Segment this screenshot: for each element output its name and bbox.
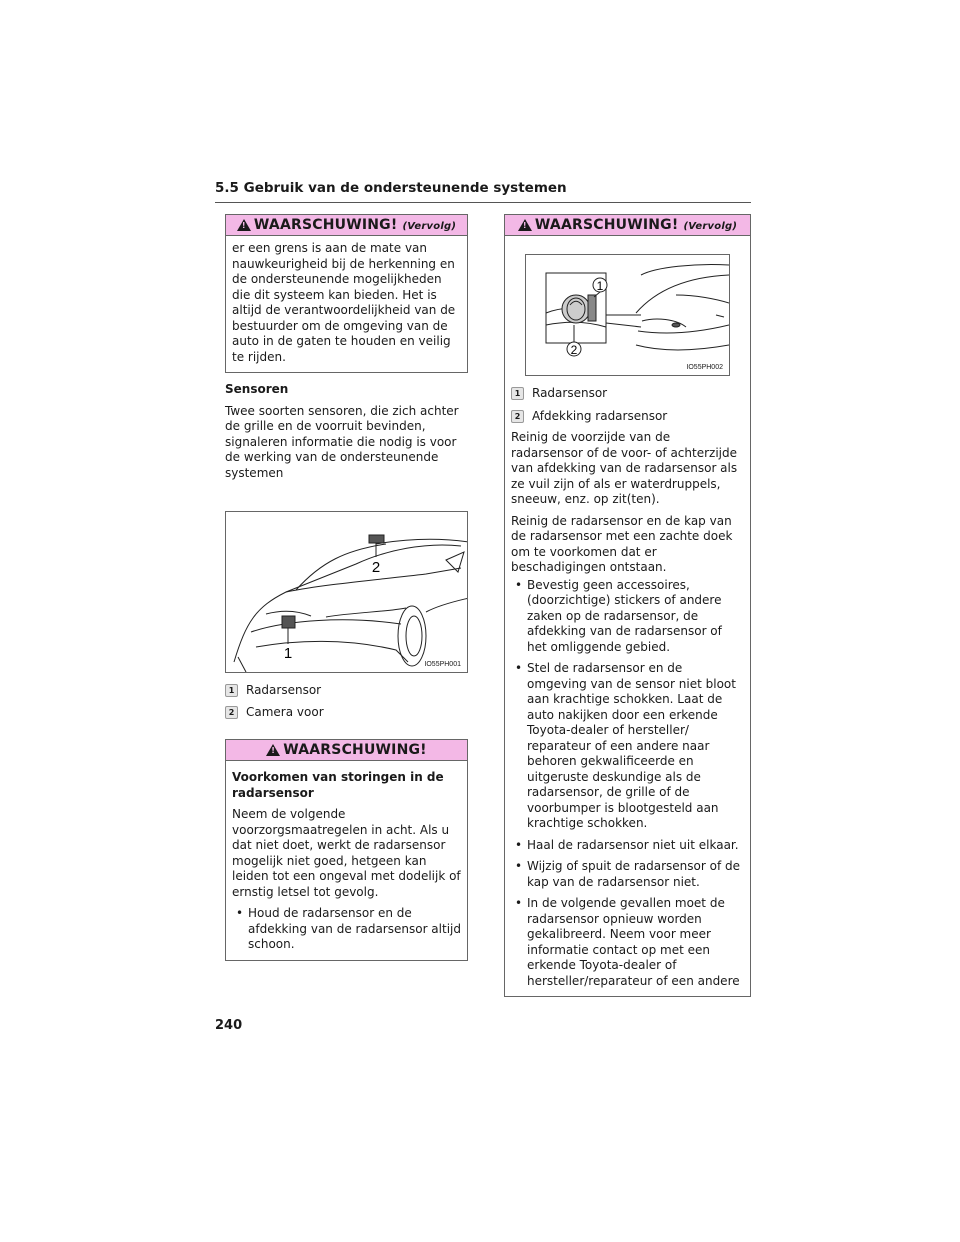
number-badge: 2 [225,706,238,719]
callout-1: 1 [283,645,293,662]
warning-triangle-icon [266,744,280,756]
right-column [504,214,751,997]
warning-box-continued [504,214,751,997]
sensors-text: Twee soorten sensoren, die zich achter de grille en de voorruit bevinden, signaleren informatie die nodig is voor de werking van de ondersteunende systemen [225,403,459,480]
bullet-item: • Wijzig of spuit de radarsensor of de kap van de radarsensor niet. [511,859,744,890]
legend-item [225,705,468,719]
number-badge: 1 [511,387,524,400]
number-badge: 1 [225,684,238,697]
warning-triangle-icon [237,219,251,231]
number-badge: 2 [511,410,524,423]
callout-2: 2 [371,559,381,576]
bullet-item: • Haal de radarsensor niet uit elkaar. [511,838,744,854]
warning-title: WAARSCHUWING! [253,217,398,233]
figure-code: IO55PH002 [686,364,723,371]
warning-subtitle: (Vervolg) [402,221,457,232]
bullet-item: • Bevestig geen accessoires, (doorzichtige) stickers of andere zaken op de radarsensor, de afdekking van de radarsensor of het omliggende gebied. [511,578,744,656]
warning-triangle-icon [518,219,532,231]
page-number: 240 [215,1018,243,1033]
warning-box [225,739,468,961]
figure-radar-sensor [525,254,730,376]
sensors-heading: Sensoren [225,382,289,396]
warning-header [226,740,467,761]
warning-text: er een grens is aan de mate van nauwkeurigheid bij de herkenning en de ondersteunende mogelijkheden die dit systeem kan bieden. Het is altijd de verantwoordelijkheid van de bestuurder om de omgeving van de auto in de gaten te houden en veilig te rijden. [232,241,456,364]
paragraph-cloth: Reinig de radarsensor en de kap van de radarsensor met een zachte doek om te voorkomen dat er beschadigingen ontstaan. [511,513,733,574]
warning-subtitle: (Vervolg) [683,221,738,232]
bullet-item: • In de volgende gevallen moet de radarsensor opnieuw worden gekalibreerd. Neem voor meer informatie contact op met een erkende Toyota-dealer of hersteller/reparateur of een andere [511,896,744,989]
legend-item [511,386,744,402]
callout-2: 2 [570,343,578,357]
section-title: 5.5 Gebruik van de ondersteunende systemen [215,180,567,196]
warning-title: WAARSCHUWING! [534,217,679,233]
section-header [215,180,751,203]
figure-car-sensors [225,511,468,673]
car-front-illustration [226,512,468,672]
warning-subheading: Voorkomen van storingen in de radarsensor [232,770,444,800]
radar-sensor-illustration [526,255,729,375]
bullet-item: • Stel de radarsensor en de omgeving van de sensor niet bloot aan krachtige schokken. Laat de auto nakijken door een erkende Toyota-dealer of hersteller/ reparateur of een andere naar behoren gekwalificeerde en uitgeruste deskundige als de radarsensor, de grille of de voorbumper is blootgesteld aan krachtige schokken. [511,661,744,832]
warning-box-continued [225,214,468,373]
callout-1: 1 [596,279,604,293]
bullet-item: • Houd de radarsensor en de afdekking van de radarsensor altijd schoon. [232,906,461,953]
legend-item [511,409,744,425]
legend-list [225,683,468,719]
warning-header [226,215,467,236]
legend-label: Radarsensor [246,683,322,697]
figure-code: IO55PH001 [424,661,461,668]
legend-label: Camera voor [246,705,324,719]
paragraph-clean: Reinig de voorzijde van de radarsensor of de voor- of achterzijde van afdekking van de radarsensor als ze vuil zijn of als er waterdruppels, sneeuw, enz. op zit(ten). [511,430,738,506]
legend-item [225,683,468,697]
warning-header [505,215,750,236]
legend-label: Afdekking radarsensor [532,408,668,423]
warning-text: Neem de volgende voorzorgsmaatregelen in acht. Als u dat niet doet, werkt de radarsensor mogelijk niet goed, hetgeen kan leiden tot een ongeval met dodelijk of ernstig letsel tot gevolg. [232,807,461,899]
warning-title: WAARSCHUWING! [283,742,427,758]
left-column [225,214,468,961]
legend-label: Radarsensor [532,386,608,400]
